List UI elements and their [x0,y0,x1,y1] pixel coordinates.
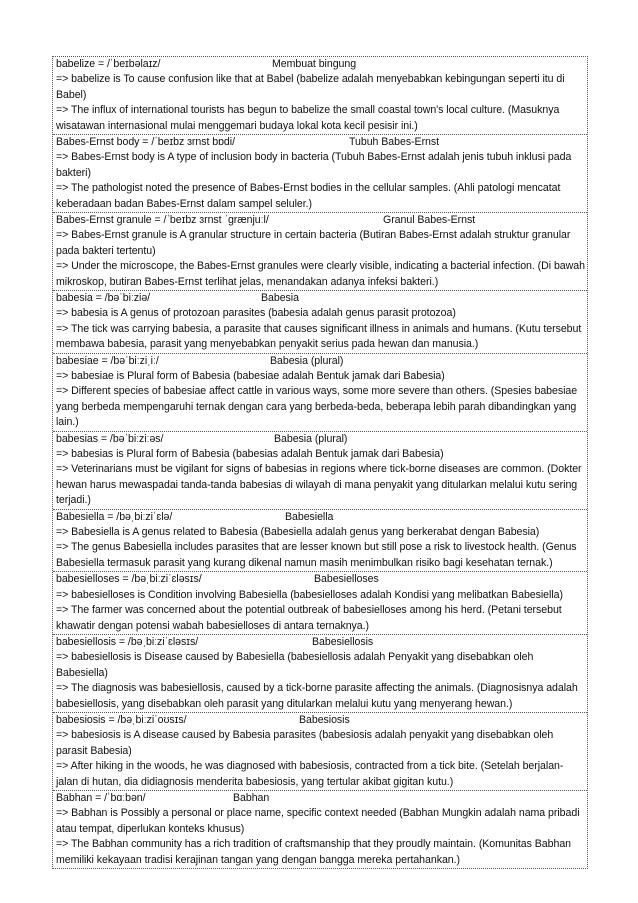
entry-babes-ernst-granule [53,213,587,291]
entry-example: => The pathologist noted the presence of Babes-Ernst bodies in the cellular samples. (Ahli patologi mencatat keberadaan badan Babes-Ernst dalam sampel seluler.) [56,182,561,210]
entry-example: => The Babhan community has a rich tradition of craftsmanship that they proudly maintain. (Komunitas Babhan memiliki kekayaan tradisi kerajinan tangan yang dengan bangga mereka pertahankan.) [56,838,572,866]
entry-head [56,572,585,587]
entry-head [56,713,585,728]
entry-definition: => babesiae is Plural form of Babesia (babesiae adalah Bentuk jamak dari Babesia) [56,370,445,383]
entry-translation: Babesia (plural) [274,432,348,445]
entry-babelize [53,57,587,135]
entry-head [56,57,585,72]
entry-babhan [53,791,587,868]
entry-translation: Babesielloses [314,573,379,586]
entry-example: => The genus Babesiella includes parasites that are lesser known but still pose a risk to livestock health. (Genus Babesiella termasuk parasit yang kurang dikenal namun masih menimbulkan risiko bagi kesehatan ternak.) [56,541,577,569]
entry-translation: Babesiosis [299,713,350,726]
entry-babesiosis [53,713,587,791]
entry-term: babesiellosis = /bəˌbiːziˈɛləsɪs/ [56,635,199,648]
entry-term: Babes-Ernst granule = /ˈbeɪbz ɜrnst ˈɡrænjuːl/ [56,214,269,227]
entry-example: => The diagnosis was babesiellosis, caused by a tick-borne parasite affecting the animals. (Diagnosisnya adalah babesiellosis, yang disebabkan oleh parasit yang ditularkan melalui kutu yang menyerang hewan.) [56,682,578,710]
entry-babesiellosis [53,635,587,713]
entry-head [56,354,585,369]
entry-term: babesiae = /bəˈbiːziˌiː/ [56,354,159,367]
entry-translation: Babhan [233,791,270,804]
dictionary-page [52,56,588,869]
entry-translation: Babesia (plural) [270,354,344,367]
entry-babesiella [53,510,587,573]
entry-head [56,213,585,228]
entry-translation: Babesiella [285,510,334,523]
entry-definition: => Babesiella is A genus related to Babesia (Babesiella adalah genus yang berkerabat dengan Babesia) [56,526,540,539]
entry-definition: => babesielloses is Condition involving Babesiella (babesielloses adalah Kondisi yang melibatkan Babesiella) [56,588,563,601]
entry-translation: Tubuh Babes-Ernst [349,136,440,149]
entry-translation: Membuat bingung [272,58,357,70]
entry-definition: => babesia is A genus of protozoan parasites (babesia adalah genus parasit protozoa) [56,307,456,320]
entry-term: babesielloses = /bəˌbiːziˈɛləsɪs/ [56,573,202,586]
entry-translation: Babesia [261,292,299,305]
entry-translation: Granul Babes-Ernst [383,214,476,227]
entry-translation: Babesiellosis [312,635,374,648]
entry-definition: => babesiosis is A disease caused by Babesia parasites (babesiosis adalah penyakit yang disebabkan oleh parasit Babesia) [56,729,554,757]
entry-babes-ernst-body [53,135,587,213]
entry-example: => The farmer was concerned about the potential outbreak of babesielloses among his herd. (Petani tersebut khawatir dengan potensi wabah babesielloses di antara ternaknya.) [56,604,562,632]
entry-head [56,635,585,650]
entry-definition: => Babes-Ernst granule is A granular structure in certain bacteria (Butiran Babes-Ernst adalah struktur granular pada bakteri tertentu) [56,229,571,257]
entry-definition: => babesiellosis is Disease caused by Babesiella (babesiellosis adalah Penyakit yang disebabkan oleh Babesiella) [56,651,534,679]
entry-example: => The tick was carrying babesia, a parasite that causes significant illness in animals and humans. (Kutu tersebut membawa babesia, parasit yang menyebabkan penyakit serius pada hewan dan manusia.) [56,322,582,351]
entry-definition: => Babhan is Possibly a personal or place name, specific context needed (Babhan Mungkin adalah nama pribadi atau tempat, diperlukan konteks khusus) [56,807,580,835]
entry-babesiae [53,354,587,432]
entry-term: Babhan = /ˈbɑːbən/ [56,791,146,804]
entry-head [56,432,585,447]
entry-term: babelize = /ˈbeɪbəlaɪz/ [56,58,161,70]
entry-term: babesia = /bəˈbiːziə/ [56,292,151,305]
entry-head [56,510,585,525]
entry-definition: => babesias is Plural form of Babesia (babesias adalah Bentuk jamak dari Babesia) [56,448,444,461]
entry-term: babesiosis = /bəˌbiːziˈoʊsɪs/ [56,713,187,726]
entry-babesias [53,432,587,510]
entry-definition: => Babes-Ernst body is A type of inclusion body in bacteria (Tubuh Babes-Ernst adalah jenis tubuh inklusi pada bakteri) [56,151,572,179]
entry-example: => The influx of international tourists has begun to babelize the small coastal town's local culture. (Masuknya wisatawan internasional mulai menggemari budaya lokal kota kecil pesisir ini.) [56,104,560,132]
entry-example: => Veterinarians must be vigilant for signs of babesias in regions where tick-borne diseases are common. (Dokter hewan harus mewaspadai tanda-tanda babesias di wilayah di mana penyakit yang ditularkan melalui kutu sering terjadi.) [56,463,582,507]
entry-babesia [53,291,587,354]
entry-example: => Different species of babesiae affect cattle in various ways, some more severe than others. (Spesies babesiae yang berbeda mempengaruhi ternak dengan cara yang berbeda-beda, beberapa lebih parah dibandingkan yang lain.) [56,385,578,429]
entry-head [56,135,585,150]
entry-term: Babes-Ernst body = /ˈbeɪbz ɜrnst bɒdi/ [56,136,235,149]
entry-term: babesias = /bəˈbiːziːəs/ [56,432,164,445]
entry-head [56,791,585,806]
entry-babesielloses [53,572,587,635]
entry-term: Babesiella = /bəˌbiːziˈɛlə/ [56,510,173,523]
entry-definition: => babelize is To cause confusion like that at Babel (babelize adalah menyebabkan kebingungan seperti itu di Babel) [56,73,565,101]
entry-example: => After hiking in the woods, he was diagnosed with babesiosis, contracted from a tick bite. (Setelah berjalan-jalan di hutan, dia didiagnosis menderita babesiosis, yang tertular akibat gigitan kutu.) [56,760,564,788]
entry-example: => Under the microscope, the Babes-Ernst granules were clearly visible, indicating a bacterial infection. (Di bawah mikroskop, butiran Babes-Ernst terlihat jelas, menandakan adanya infeksi bakteri.) [56,260,585,288]
entry-head [56,291,585,306]
